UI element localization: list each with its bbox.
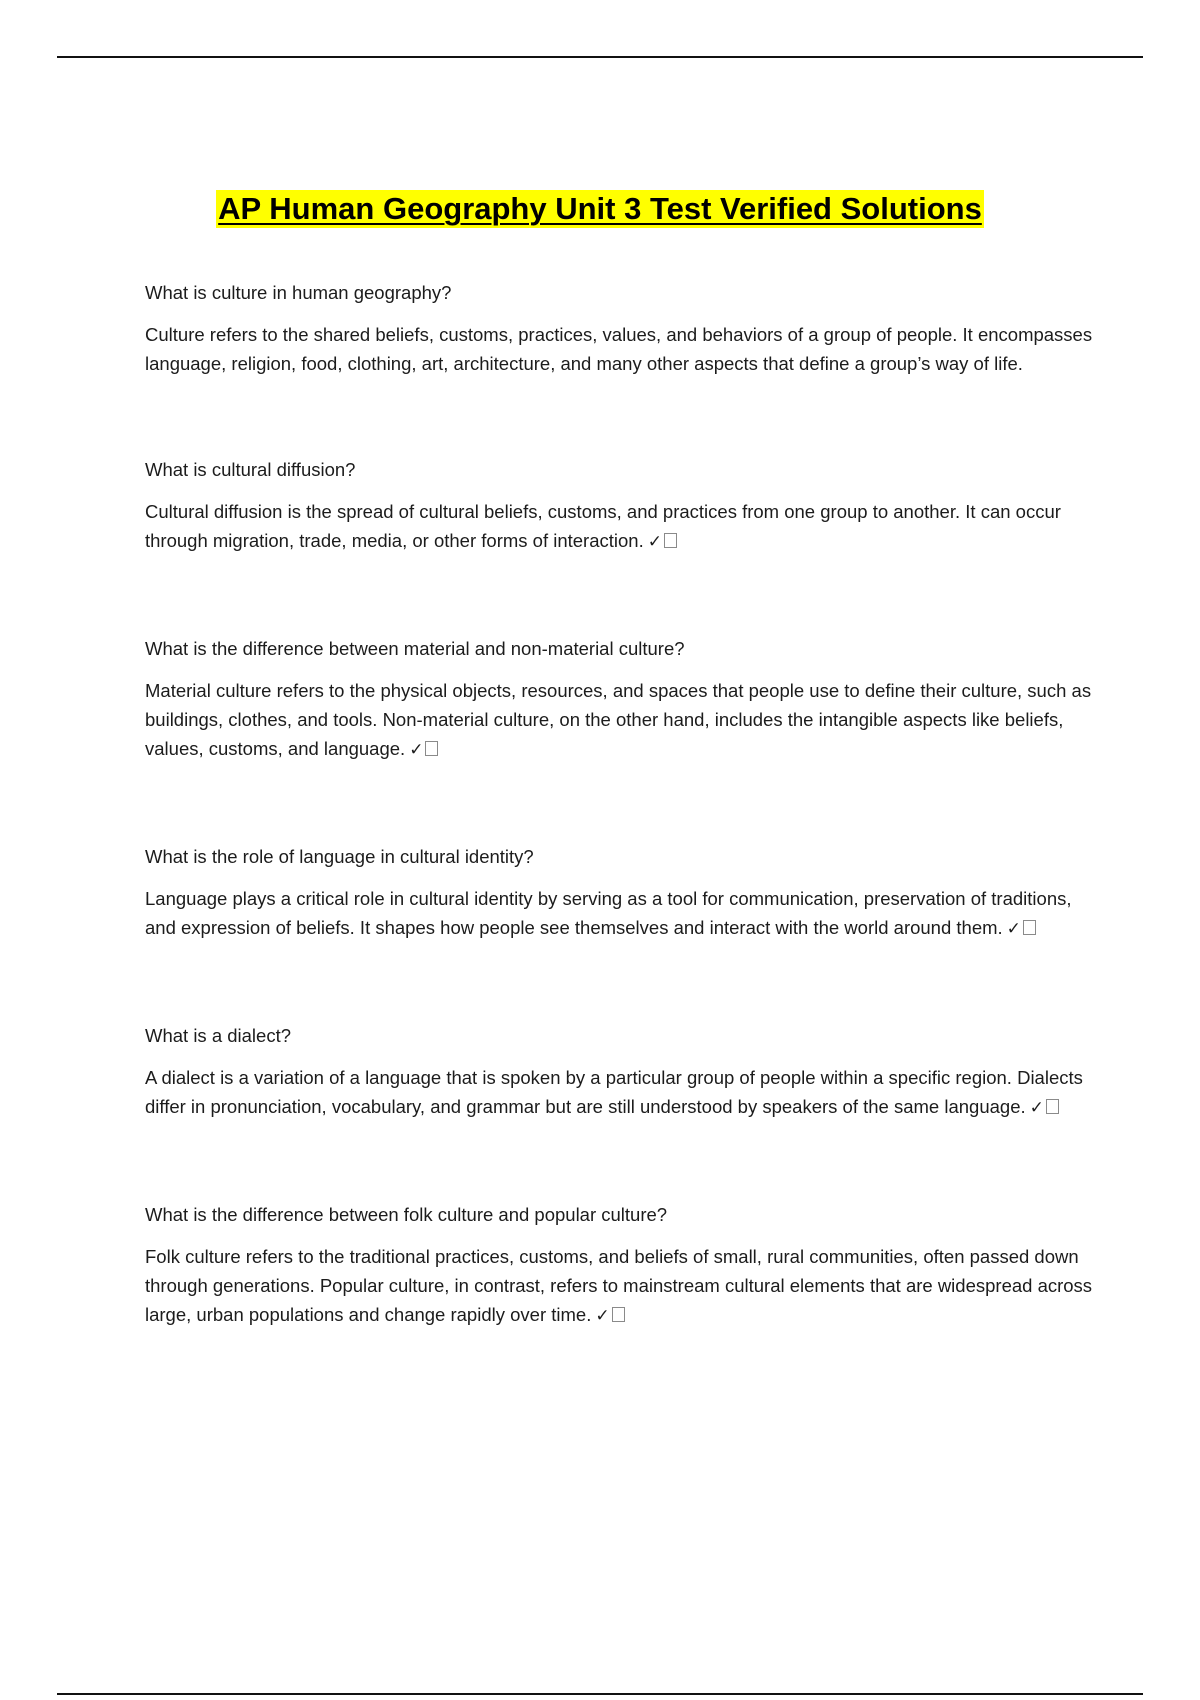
answer-paragraph xyxy=(145,497,1095,557)
answer-paragraph xyxy=(145,320,1095,378)
question-text: What is a dialect? xyxy=(145,1025,292,1046)
qa-item xyxy=(145,280,1095,378)
empty-box-icon xyxy=(664,533,677,548)
qa-item xyxy=(145,457,1095,557)
question-text: What is culture in human geography? xyxy=(145,282,452,303)
checkmark-icon: ✓ xyxy=(647,532,662,552)
header-rule xyxy=(57,56,1143,58)
answer-text: Language plays a critical role in cultural identity by serving as a tool for communication, preservation of traditions, and expression of beliefs. It shapes how people see themselves and interact with the world around them. xyxy=(145,888,1072,938)
empty-box-icon xyxy=(1046,1099,1059,1114)
answer-paragraph xyxy=(145,676,1095,765)
answer-text: Material culture refers to the physical objects, resources, and spaces that people use to define their culture, such as buildings, clothes, and tools. Non-material culture, on the other hand, includes the intangible aspects like beliefs, values, customs, and language. xyxy=(145,680,1092,759)
checkmark-icon: ✓ xyxy=(595,1306,610,1326)
question-text: What is the difference between folk culture and popular culture? xyxy=(145,1204,668,1225)
answer-paragraph xyxy=(145,884,1095,944)
checkmark-icon: ✓ xyxy=(1029,1098,1044,1118)
qa-item xyxy=(145,1023,1095,1123)
answer-text: Culture refers to the shared beliefs, customs, practices, values, and behaviors of a group of people. It encompasses language, religion, food, clothing, art, architecture, and many other aspects that define a group’s way of life. xyxy=(145,324,1093,374)
answer-text: Folk culture refers to the traditional practices, customs, and beliefs of small, rural communities, often passed down through generations. Popular culture, in contrast, refers to mainstream cultural elements that are widespread across large, urban populations and change rapidly over time. xyxy=(145,1246,1093,1325)
empty-box-icon xyxy=(612,1307,625,1322)
checkmark-icon: ✓ xyxy=(1006,919,1021,939)
question-text: What is the difference between material and non-material culture? xyxy=(145,638,685,659)
title-container xyxy=(0,190,1200,228)
answer-text: Cultural diffusion is the spread of cultural beliefs, customs, and practices from one group to another. It can occur through migration, trade, media, or other forms of interaction. xyxy=(145,501,1061,551)
footer-rule xyxy=(57,1693,1143,1695)
qa-list xyxy=(145,280,1095,1410)
answer-paragraph xyxy=(145,1063,1095,1123)
qa-item xyxy=(145,1202,1095,1331)
question-text: What is the role of language in cultural identity? xyxy=(145,846,534,867)
empty-box-icon xyxy=(425,741,438,756)
qa-item xyxy=(145,844,1095,944)
checkmark-icon: ✓ xyxy=(409,740,424,760)
qa-item xyxy=(145,636,1095,765)
page-title: AP Human Geography Unit 3 Test Verified Solutions xyxy=(218,191,982,226)
question-text: What is cultural diffusion? xyxy=(145,459,356,480)
answer-paragraph xyxy=(145,1242,1095,1331)
answer-text: A dialect is a variation of a language that is spoken by a particular group of people within a specific region. Dialects differ in pronunciation, vocabulary, and grammar but are still understood by speakers of the same language. xyxy=(145,1067,1083,1117)
empty-box-icon xyxy=(1023,920,1036,935)
